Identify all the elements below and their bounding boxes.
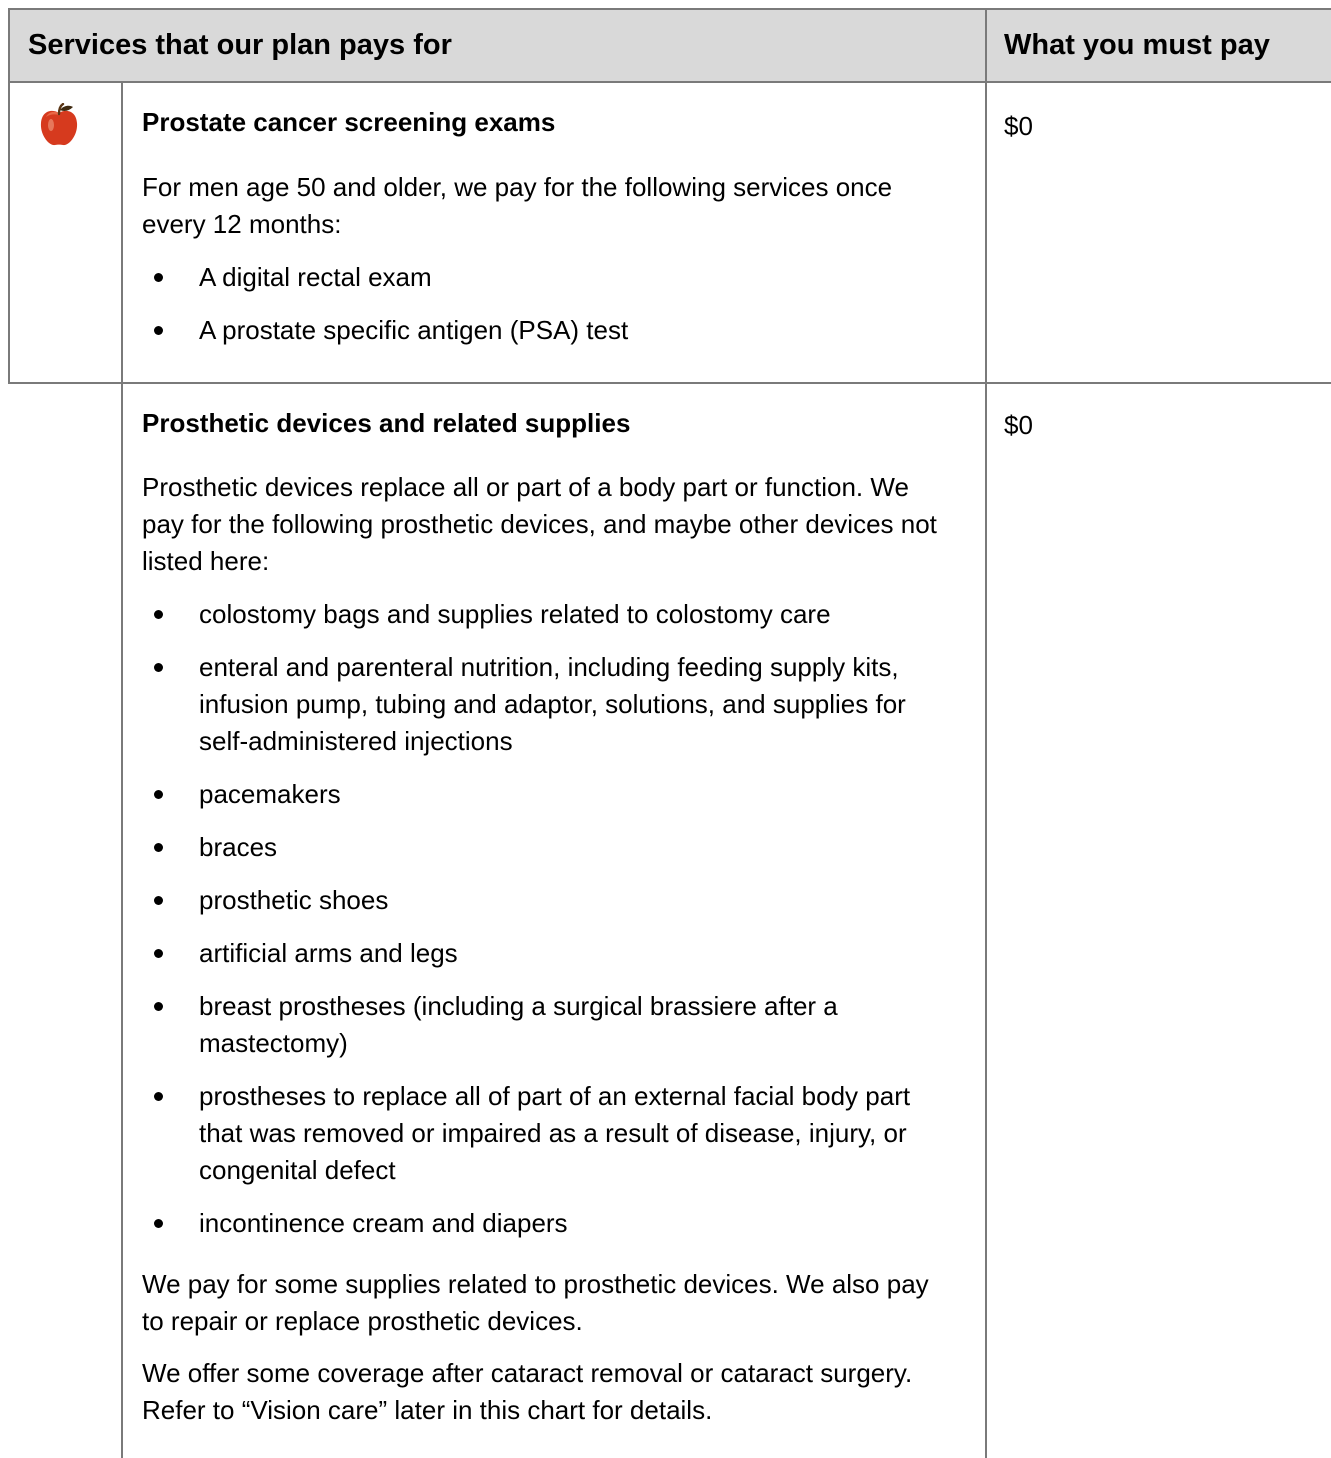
list-item: A digital rectal exam xyxy=(142,259,942,296)
list-item: prostheses to replace all of part of an external facial body part that was removed or impaired as a result of disease, injury, or congenital defect xyxy=(142,1078,942,1189)
row-intro-prostate: For men age 50 and older, we pay for the following services once every 12 months: xyxy=(142,172,893,239)
price-prostate: $0 xyxy=(1004,111,1033,141)
bullet-list-prosthetic xyxy=(142,596,942,1258)
list-item: prosthetic shoes xyxy=(142,882,942,919)
services-column-header: Services that our plan pays for xyxy=(28,29,452,61)
apple-icon xyxy=(39,103,79,147)
row-intro-prosthetic: Prosthetic devices replace all or part of a body part or function. We pay for the following prosthetic devices, and maybe other devices not listed here: xyxy=(142,472,937,576)
list-item: enteral and parenteral nutrition, including feeding supply kits, infusion pump, tubing and adaptor, solutions, and supplies for self-administered injections xyxy=(142,649,942,760)
list-item: colostomy bags and supplies related to colostomy care xyxy=(142,596,942,633)
list-item: incontinence cream and diapers xyxy=(142,1205,942,1242)
table-border-left xyxy=(8,8,10,384)
price-prosthetic: $0 xyxy=(1004,410,1033,440)
header-divider xyxy=(8,81,1331,83)
row-divider xyxy=(8,382,1331,384)
row-outro-repair: We pay for some supplies related to prosthetic devices. We also pay to repair or replace prosthetic devices. xyxy=(142,1269,929,1336)
pay-column-divider xyxy=(985,8,987,1458)
list-item: artificial arms and legs xyxy=(142,935,942,972)
icon-column-divider xyxy=(121,81,123,1458)
list-item: breast prostheses (including a surgical brassiere after a mastectomy) xyxy=(142,988,942,1062)
list-item: pacemakers xyxy=(142,776,942,813)
table-border-top xyxy=(8,8,1331,10)
row-outro-cataract: We offer some coverage after cataract removal or cataract surgery. Refer to “Vision care” later in this chart for details. xyxy=(142,1358,913,1425)
list-item: A prostate specific antigen (PSA) test xyxy=(142,312,942,349)
bullet-list-prostate xyxy=(142,259,942,365)
row-title-prosthetic: Prosthetic devices and related supplies xyxy=(142,408,631,438)
row-title-prostate: Prostate cancer screening exams xyxy=(142,107,556,137)
list-item: braces xyxy=(142,829,942,866)
pay-column-header: What you must pay xyxy=(1004,29,1270,61)
